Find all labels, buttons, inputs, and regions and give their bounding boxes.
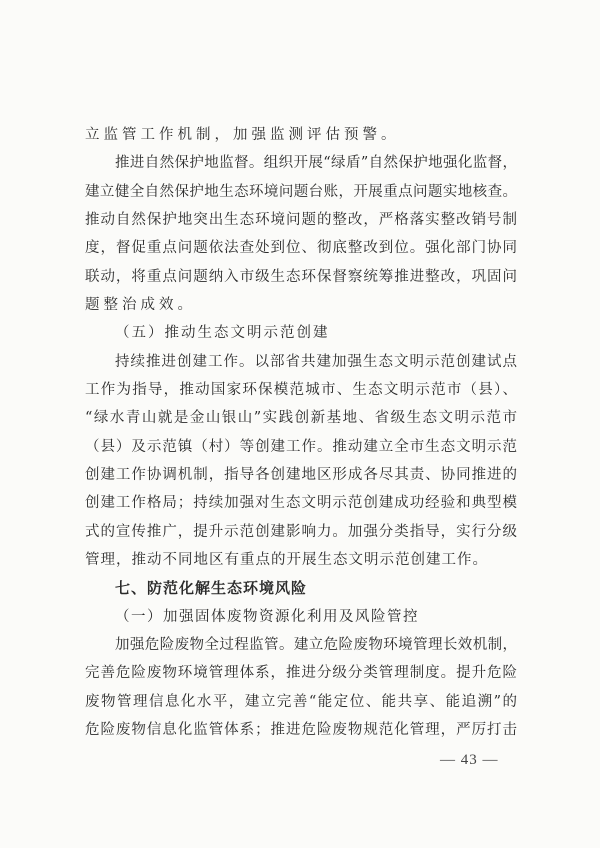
paragraph-line: 题整治成效。	[85, 296, 196, 313]
paragraph-line: 创建工作协调机制，指导各创建地区形成各尽其责、协同推进的	[85, 466, 517, 483]
paragraph-line: 工作为指导，推动国家环保模范城市、生态文明示范市（县）、	[85, 381, 517, 398]
paragraph-line: 立监管工作机制，加强监测评估预警。	[85, 127, 400, 143]
paragraph-line: 式的宣传推广，提升示范创建影响力。加强分类指导，实行分级	[85, 523, 517, 540]
paragraph-line: 联动，将重点问题纳入市级生态环保督察统筹推进整改，巩固问	[85, 268, 517, 285]
paragraph-line: 危险废物信息化监管体系；推进危险废物规范化管理，严厉打击	[85, 721, 517, 738]
paragraph-line: 完善危险废物环境管理体系，推进分级分类管理制度。提升危险	[85, 665, 517, 682]
section-subheading: （一）加强固体废物资源化利用及风险管控	[115, 608, 419, 625]
chapter-heading: 七、防范化解生态环境风险	[115, 579, 308, 598]
paragraph-line: 度，督促重点问题依法查处到位、彻底整改到位。强化部门协同	[85, 240, 517, 257]
paragraph-line: 管理，推动不同地区有重点的开展生态文明示范创建工作。	[85, 551, 488, 568]
paragraph-line: “绿水青山就是金山银山”实践创新基地、省级生态文明示范市	[85, 410, 517, 427]
document-body	[85, 121, 517, 744]
paragraph-line: 推进自然保护地监督。组织开展“绿盾”自然保护地强化监督，	[115, 155, 517, 172]
paragraph-line: （县）及示范镇（村）等创建工作。推动建立全市生态文明示范	[85, 438, 517, 455]
paragraph-line: 建立健全自然保护地生态环境问题台账，开展重点问题实地核查。	[85, 183, 517, 200]
page-number: — 43 —	[440, 752, 499, 768]
paragraph-line: 推动自然保护地突出生态环境问题的整改，严格落实整改销号制	[85, 211, 517, 228]
paragraph-line: 持续推进创建工作。以部省共建加强生态文明示范创建试点	[115, 353, 517, 370]
paragraph-line: 创建工作格局；持续加强对生态文明示范创建成功经验和典型模	[85, 495, 517, 512]
section-subheading: （五）推动生态文明示范创建	[115, 325, 330, 342]
paragraph-line: 加强危险废物全过程监管。建立危险废物环境管理长效机制，	[115, 636, 517, 653]
paragraph-line: 废物管理信息化水平，建立完善“能定位、能共享、能追溯”的	[85, 693, 517, 710]
